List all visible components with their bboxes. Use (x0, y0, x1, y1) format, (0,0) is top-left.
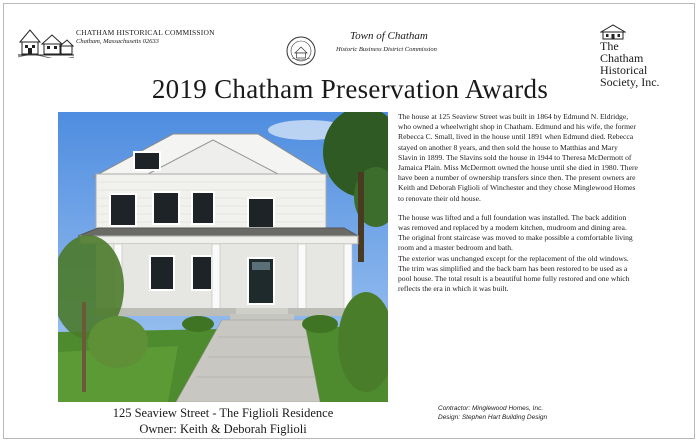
town-subtitle: Historic Business District Commission (336, 46, 437, 53)
building-icon (600, 24, 626, 40)
description-exterior: The exterior was unchanged except for the replacement of the old windows. The trim was simplified and the back barn has been restored to be used as a pool house. The total result is a beautiful home fully restored and one which reflects the era in which it was built. (398, 253, 630, 294)
commission-title: CHATHAM HISTORICAL COMMISSION (76, 28, 215, 37)
contractor-credit: Contractor: Minglewood Homes, Inc. (438, 405, 544, 412)
design-credit: Design: Stephen Hart Building Design (438, 414, 548, 421)
description-history: The house at 125 Seaview Street was built in 1864 by Edmund N. Eldridge, who owned a wheelwright shop in Chatham. Edmund and his wife, the former Rebecca C. Small, lived in the house until 1891 when Edmund died. Rebecca stayed on another 8 years, and then sold the house to Matthias and Mary Slavin in 1899. The Slavins sold the house in 1944 to Theresa McDermott of Jamaica Plain. Miss McDermott owned the house until she died in 1980. There have been a number of ownership transfers since then. The present owners are Keith and Deborah Figlioli of Winchester and they chose Minglewood Homes to renovate their old house. (398, 112, 638, 203)
society-name: The Chatham Historical Society, Inc. (600, 39, 660, 89)
house-photo (58, 112, 388, 402)
houses-logo-icon (18, 24, 74, 58)
commission-subtitle: Chatham, Massachusetts 02633 (76, 38, 159, 45)
page-title: 2019 Chatham Preservation Awards (151, 74, 549, 104)
description-renovation: The house was lifted and a full foundation was installed. The back addition was removed and replaced by a modern kitchen, mudroom and dining area. The original front staircase was moved to make possible a comfortable living room and a master bedroom and bath. (398, 212, 633, 253)
owner-caption: Owner: Keith & Deborah Figlioli (139, 422, 307, 436)
credits (438, 404, 638, 422)
town-title: Town of Chatham (350, 30, 428, 42)
description-text (398, 112, 638, 303)
town-seal-icon (286, 36, 316, 66)
historical-commission-header (18, 20, 218, 70)
award-page (3, 3, 695, 439)
address-caption: 125 Seaview Street - The Figlioli Residence (112, 406, 334, 420)
